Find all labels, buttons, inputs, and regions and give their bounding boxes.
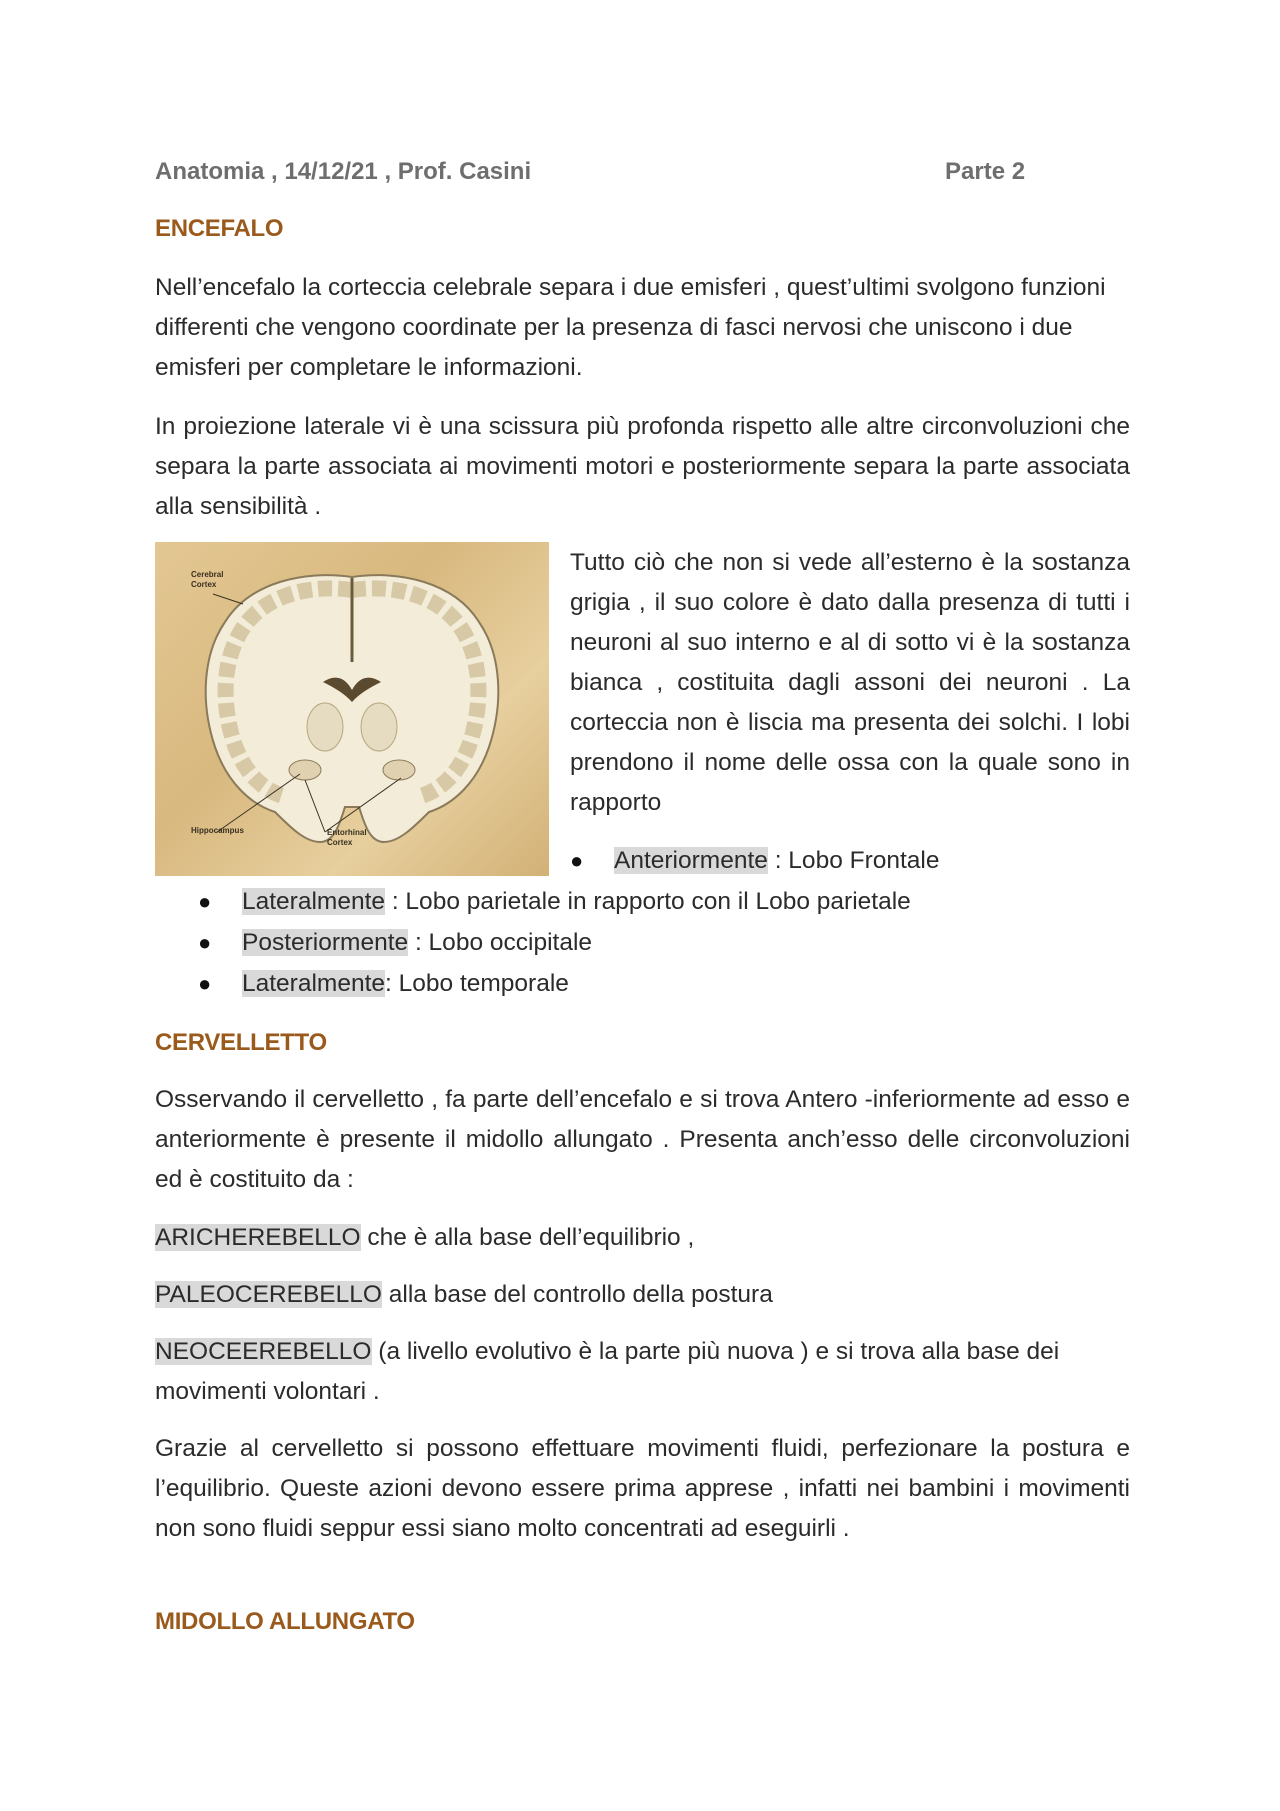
paragraph-encefalo-1: Nell’encefalo la corteccia celebrale separa i due emisferi , quest’ultimi svolgono funzioni differenti che vengono coordinate per la presenza di fasci nervosi che uniscono i due emisferi per completare le informazioni.: [155, 274, 1106, 381]
label-entorhinal-cortex: Entorhinal Cortex: [327, 828, 367, 847]
paragraph-paleocerebello: [155, 1275, 1125, 1315]
brain-coronal-section-image: [155, 542, 549, 876]
lobe-text: : Lobo parietale in rapporto con il Lobo parietale: [385, 888, 911, 915]
lobe-term: Lateralmente: [242, 888, 386, 915]
bullet-icon: ●: [198, 889, 212, 914]
lobes-list: [198, 881, 911, 1004]
paragraph-neocerebello: [155, 1332, 1130, 1412]
paragraph-figure-text: Tutto ciò che non si vede all’esterno è la sostanza grigia , il suo colore è dato dalla presenza di tutti i neuroni al suo interno e al di sotto vi è la sostanza bianca , costituita dagli assoni dei neuroni . La corteccia non è liscia ma presenta dei solchi. I lobi prendono il nome delle ossa con la quale sono in rapporto: [570, 549, 1130, 816]
part-term: ARICHEREBELLO: [155, 1224, 361, 1251]
list-item: [570, 840, 940, 881]
bullet-icon: ●: [570, 848, 584, 873]
header-title: Anatomia , 14/12/21 , Prof. Casini: [155, 158, 532, 185]
page-header: [155, 158, 1035, 186]
bullet-icon: ●: [198, 971, 212, 996]
heading-encefalo: ENCEFALO: [155, 215, 284, 242]
heading-midollo-allungato: MIDOLLO ALLUNGATO: [155, 1608, 415, 1635]
part-text: alla base del controllo della postura: [381, 1281, 773, 1308]
label-hippocampus: Hippocampus: [191, 826, 244, 835]
lobe-term: Lateralmente: [242, 970, 386, 997]
bullet-icon: ●: [198, 930, 212, 955]
list-item: [198, 881, 911, 922]
paragraph-aricherebello: [155, 1218, 1125, 1258]
part-text: che è alla base dell’equilibrio ,: [360, 1224, 695, 1251]
paragraph-cervelletto-1: Osservando il cervelletto , fa parte dell’encefalo e si trova Antero -inferiormente ad esso e anteriormente è presente il midollo allungato . Presenta anch’esso delle circonvoluzioni ed è costituito da :: [155, 1086, 1130, 1193]
paragraph-cervelletto-2: Grazie al cervelletto si possono effettuare movimenti fluidi, perfezionare la postura e l’equilibrio. Queste azioni devono essere prima apprese , infatti nei bambini i movimenti non sono fluidi seppur essi siano molto concentrati ad eseguirli .: [155, 1435, 1130, 1542]
part-text: (a livello evolutivo è la parte più nuova ) e si trova alla base dei movimenti volontari .: [155, 1338, 1060, 1405]
lobe-term: Posteriormente: [242, 929, 409, 956]
lobe-text: : Lobo occipitale: [408, 929, 593, 956]
header-part: Parte 2: [945, 158, 1026, 185]
paragraph-encefalo-2: In proiezione laterale vi è una scissura più profonda rispetto alle altre circonvoluzioni che separa la parte associata ai movimenti motori e posteriormente separa la parte associata alla sensibilità .: [155, 413, 1130, 520]
lobe-text: : Lobo temporale: [385, 970, 569, 997]
part-term: NEOCEEREBELLO: [155, 1338, 372, 1365]
label-cerebral-cortex: Cerebral Cortex: [191, 570, 224, 589]
lobe-text: : Lobo Frontale: [767, 847, 940, 874]
lobe-term: Anteriormente: [614, 847, 768, 874]
part-term: PALEOCEREBELLO: [155, 1281, 382, 1308]
heading-cervelletto: CERVELLETTO: [155, 1029, 327, 1056]
lobes-list-first: [570, 840, 940, 881]
list-item: [198, 963, 911, 1004]
list-item: [198, 922, 911, 963]
